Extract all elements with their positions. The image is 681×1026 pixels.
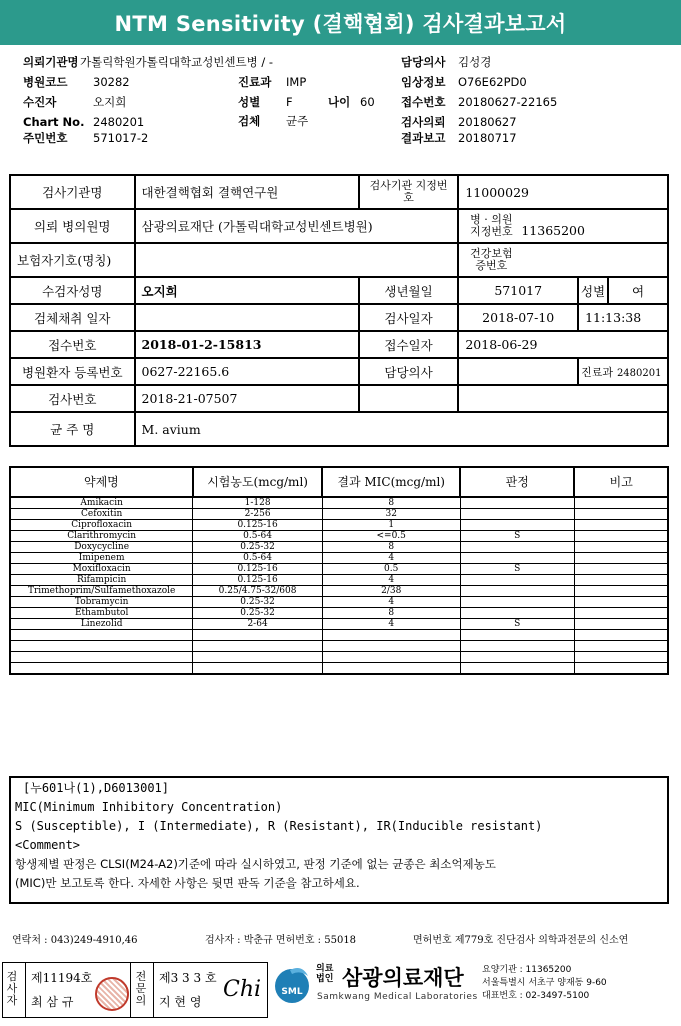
report-title: NTM Sensitivity (결핵협회) 검사결과보고서 xyxy=(0,0,681,45)
hospital-code-value: 30282 xyxy=(93,75,130,89)
health-id-label: 건강보험 증번호 xyxy=(470,247,513,272)
interpretation-cell: S xyxy=(460,564,574,575)
interpretation-cell xyxy=(460,641,574,652)
clinical-value: O76E62PD0 xyxy=(458,75,527,89)
remark-cell xyxy=(574,575,668,586)
remark-cell xyxy=(574,663,668,675)
sign-vertical-1: 검사자 xyxy=(6,970,18,1007)
accession-date-value: 2018-06-29 xyxy=(458,331,668,358)
request-value: 20180627 xyxy=(458,115,517,129)
interpretation-cell xyxy=(460,630,574,641)
receipt-value: 20180627-22165 xyxy=(458,95,558,109)
receipt-label: 접수번호 xyxy=(401,95,446,109)
doctor-value: 김성경 xyxy=(458,55,492,69)
mic-cell: 32 xyxy=(322,509,460,520)
divider xyxy=(25,963,26,1017)
hosp-reg-value: 0627-22165.6 xyxy=(135,358,359,385)
tester-text: 검사자 : 박춘규 면허번호 : 55018 xyxy=(205,935,357,946)
test-range-cell: 0.25-32 xyxy=(193,542,323,553)
remark-cell xyxy=(574,553,668,564)
test-range-cell: 0.125-16 xyxy=(193,564,323,575)
sign-id-1: 제11194호 xyxy=(31,971,93,985)
brand-info-1: 요양기관 : 11365200 xyxy=(482,965,572,975)
table-row xyxy=(10,652,668,663)
collect-label: 검체채취 일자 xyxy=(10,304,135,331)
drug-name-cell: Ciprofloxacin xyxy=(10,520,193,531)
brand-info xyxy=(482,964,607,1003)
mic-cell: 4 xyxy=(322,619,460,630)
lab-id-label: 검사기관 지정번호 xyxy=(359,175,459,209)
chart-label: Chart No. xyxy=(23,115,85,129)
collect-value xyxy=(135,304,359,331)
mic-cell xyxy=(322,663,460,675)
sex-label: 성별 xyxy=(238,95,261,109)
dept-value: IMP xyxy=(286,75,307,89)
table-row xyxy=(10,542,668,553)
remark-cell xyxy=(574,509,668,520)
specimen-label: 검체 xyxy=(238,114,261,128)
notes-code: [누601나(1),D6013001] xyxy=(23,781,170,795)
health-id-cell xyxy=(458,243,668,277)
patient-form-table xyxy=(9,174,669,447)
mic-cell: 4 xyxy=(322,553,460,564)
hosp-reg-label: 병원환자 등록번호 xyxy=(10,358,135,385)
table-row xyxy=(10,597,668,608)
test-range-cell: 0.25-32 xyxy=(193,608,323,619)
institution-value: 가톨릭학원가톨릭대학교성빈센트병 / - xyxy=(80,55,274,69)
sml-icon-text: SML xyxy=(281,987,303,997)
dob-label: 생년월일 xyxy=(359,277,459,304)
lab-id-value: 11000029 xyxy=(458,175,668,209)
table-row xyxy=(10,509,668,520)
remark-cell xyxy=(574,531,668,542)
drug-name-cell: Linezolid xyxy=(10,619,193,630)
remark-cell xyxy=(574,542,668,553)
notes-line1: MIC(Minimum Inhibitory Concentration) xyxy=(15,800,283,814)
dob-value: 571017 xyxy=(458,277,578,304)
interpretation-cell xyxy=(460,575,574,586)
divider xyxy=(153,963,154,1017)
resident-value: 571017-2 xyxy=(93,131,149,145)
signature-box xyxy=(2,962,268,1018)
hospital-code-label: 병원코드 xyxy=(23,75,68,89)
drug-name-cell: Clarithromycin xyxy=(10,531,193,542)
blank-cell xyxy=(359,385,459,412)
clinic-id-cell xyxy=(458,209,668,243)
drug-name-cell: Ethambutol xyxy=(10,608,193,619)
test-range-cell: 0.25-32 xyxy=(193,597,323,608)
official-seal-icon xyxy=(95,977,129,1011)
interpretation-cell xyxy=(460,663,574,675)
accession-date-label: 접수일자 xyxy=(359,331,459,358)
brand-prefix: 의료법인 xyxy=(316,964,334,984)
remark-cell xyxy=(574,497,668,509)
test-range-cell: 2-256 xyxy=(193,509,323,520)
report-label: 결과보고 xyxy=(401,131,446,145)
form-dept-cell xyxy=(578,358,668,385)
table-row xyxy=(10,663,668,675)
header-test-range: 시험농도(mcg/ml) xyxy=(193,467,323,497)
patient-name-label: 수검자성명 xyxy=(10,277,135,304)
accession-value: 2018-01-2-15813 xyxy=(135,331,359,358)
drug-name-cell xyxy=(10,663,193,675)
clinical-label: 임상정보 xyxy=(401,75,446,89)
strain-value: M. avium xyxy=(135,412,668,446)
remark-cell xyxy=(574,619,668,630)
sex-value: F xyxy=(286,95,293,109)
drug-name-cell: Doxycycline xyxy=(10,542,193,553)
lab-label: 검사기관명 xyxy=(10,175,135,209)
dept-label: 진료과 xyxy=(238,75,272,89)
drug-name-cell: Cefoxitin xyxy=(10,509,193,520)
insured-value xyxy=(135,243,459,277)
test-range-cell: 2-64 xyxy=(193,619,323,630)
divider xyxy=(130,963,131,1017)
report-value: 20180717 xyxy=(458,131,517,145)
remark-cell xyxy=(574,597,668,608)
interpretation-cell xyxy=(460,509,574,520)
form-dept-value: 2480201 xyxy=(616,367,662,379)
insured-label: 보험자기호(명칭) xyxy=(10,243,135,277)
table-row xyxy=(10,520,668,531)
drug-name-cell: Rifampicin xyxy=(10,575,193,586)
header-mic: 결과 MIC(mcg/ml) xyxy=(322,467,460,497)
table-header-row xyxy=(10,467,668,497)
remark-cell xyxy=(574,641,668,652)
clinic-id-value: 11365200 xyxy=(521,223,585,238)
table-row xyxy=(10,564,668,575)
drug-name-cell: Trimethoprim/Sulfamethoxazole xyxy=(10,586,193,597)
drug-name-cell: Imipenem xyxy=(10,553,193,564)
brand-logo xyxy=(272,962,681,1020)
age-label: 나이 xyxy=(328,95,351,109)
form-sex-label: 성별 xyxy=(578,277,608,304)
sign-vertical-2: 전문의 xyxy=(135,970,147,1007)
table-row xyxy=(10,586,668,597)
remark-cell xyxy=(574,564,668,575)
test-range-cell xyxy=(193,652,323,663)
test-range-cell: 0.125-16 xyxy=(193,575,323,586)
mic-cell: <=0.5 xyxy=(322,531,460,542)
form-doctor-value xyxy=(458,358,578,385)
test-range-cell xyxy=(193,630,323,641)
resident-label: 주민번호 xyxy=(23,131,68,145)
accession-label: 접수번호 xyxy=(10,331,135,358)
institution-label: 의뢰기관명 xyxy=(23,55,79,69)
test-no-label: 검사번호 xyxy=(10,385,135,412)
patient-label: 수진자 xyxy=(23,95,57,109)
notes-line3: <Comment> xyxy=(15,838,81,852)
form-sex-value: 여 xyxy=(608,277,668,304)
table-row xyxy=(10,531,668,542)
strain-label: 균 주 명 xyxy=(10,412,135,446)
drug-name-cell: Amikacin xyxy=(10,497,193,509)
susceptibility-table xyxy=(9,466,669,675)
table-row xyxy=(10,608,668,619)
drug-name-cell: Moxifloxacin xyxy=(10,564,193,575)
mic-cell xyxy=(322,652,460,663)
remark-cell xyxy=(574,630,668,641)
test-range-cell: 0.5-64 xyxy=(193,531,323,542)
brand-name: 삼광의료재단 xyxy=(342,966,464,990)
interpretation-cell xyxy=(460,542,574,553)
chart-value: 2480201 xyxy=(93,115,145,129)
drug-name-cell: Tobramycin xyxy=(10,597,193,608)
test-range-cell xyxy=(193,641,323,652)
contact-text: 연락처 : 043)249-4910,46 xyxy=(12,935,138,946)
brand-info-3: 대표번호 : 02-3497-5100 xyxy=(482,991,590,1001)
sign-name-1: 최 삼 규 xyxy=(31,995,74,1009)
blank-cell-2 xyxy=(458,385,668,412)
drug-name-cell xyxy=(10,641,193,652)
interpretation-cell xyxy=(460,497,574,509)
doctor-label: 담당의사 xyxy=(401,55,446,69)
table-row xyxy=(10,575,668,586)
header-remark: 비고 xyxy=(574,467,668,497)
remark-cell xyxy=(574,586,668,597)
handwritten-signature: Chi xyxy=(223,977,262,1002)
interpretation-cell xyxy=(460,608,574,619)
lab-value: 대한결핵협회 결핵연구원 xyxy=(135,175,359,209)
mic-cell: 0.5 xyxy=(322,564,460,575)
mic-cell: 1 xyxy=(322,520,460,531)
mic-cell: 8 xyxy=(322,608,460,619)
patient-value: 오지희 xyxy=(93,95,127,109)
interpretation-cell xyxy=(460,586,574,597)
table-row xyxy=(10,630,668,641)
test-date-label: 검사일자 xyxy=(359,304,459,331)
notes-line4: 항생제별 판정은 CLSI(M24-A2)기준에 따라 실시하였고, 판정 기준에 없는 균종은 최소억제농도 xyxy=(15,857,496,871)
mic-cell: 8 xyxy=(322,542,460,553)
notes-box xyxy=(9,776,669,904)
request-label: 검사의뢰 xyxy=(401,115,446,129)
test-range-cell: 0.25/4.75-32/608 xyxy=(193,586,323,597)
patient-name-value: 오지희 xyxy=(135,277,359,304)
interpretation-cell xyxy=(460,553,574,564)
interpretation-cell: S xyxy=(460,619,574,630)
mic-cell: 8 xyxy=(322,497,460,509)
interpretation-cell xyxy=(460,597,574,608)
brand-english: Samkwang Medical Laboratories xyxy=(317,992,478,1002)
mic-cell xyxy=(322,630,460,641)
sml-logo-icon xyxy=(272,964,312,1004)
referral-label: 의뢰 병의원명 xyxy=(10,209,135,243)
header-interpretation: 판정 xyxy=(460,467,574,497)
remark-cell xyxy=(574,520,668,531)
table-row xyxy=(10,619,668,630)
table-row xyxy=(10,497,668,509)
brand-info-2: 서울특별시 서초구 양재동 9-60 xyxy=(482,978,607,988)
drug-name-cell xyxy=(10,652,193,663)
test-date-value: 2018-07-10 xyxy=(458,304,578,331)
interpretation-cell: S xyxy=(460,531,574,542)
mic-cell: 4 xyxy=(322,575,460,586)
form-dept-label: 진료과 xyxy=(581,365,613,379)
mic-cell: 4 xyxy=(322,597,460,608)
test-range-cell: 0.125-16 xyxy=(193,520,323,531)
notes-line5: (MIC)만 보고토록 한다. 자세한 사항은 뒷면 판독 기준을 참고하세요. xyxy=(15,876,360,890)
drug-name-cell xyxy=(10,630,193,641)
test-range-cell xyxy=(193,663,323,675)
notes-line2: S (Susceptible), I (Intermediate), R (Resistant), IR(Inducible resistant) xyxy=(15,819,543,833)
form-doctor-label: 담당의사 xyxy=(359,358,459,385)
license-text: 면허번호 제779호 진단검사 의학과전문의 신소연 xyxy=(413,935,629,946)
sign-name-2: 지 현 영 xyxy=(159,995,202,1009)
test-no-value: 2018-21-07507 xyxy=(135,385,359,412)
table-row xyxy=(10,641,668,652)
test-range-cell: 1-128 xyxy=(193,497,323,509)
test-range-cell: 0.5-64 xyxy=(193,553,323,564)
mic-cell: 2/38 xyxy=(322,586,460,597)
table-row xyxy=(10,553,668,564)
sign-id-2: 제3 3 3 호 xyxy=(159,971,217,985)
age-value: 60 xyxy=(360,95,375,109)
remark-cell xyxy=(574,652,668,663)
header-drug: 약제명 xyxy=(10,467,193,497)
specimen-value: 균주 xyxy=(286,114,309,128)
interpretation-cell xyxy=(460,652,574,663)
referral-value: 삼광의료재단 (가톨릭대학교성빈센트병원) xyxy=(135,209,459,243)
interpretation-cell xyxy=(460,520,574,531)
clinic-id-label: 병 · 의원 지정번호 xyxy=(470,213,513,238)
mic-cell xyxy=(322,641,460,652)
test-time-value: 11:13:38 xyxy=(578,304,668,331)
remark-cell xyxy=(574,608,668,619)
